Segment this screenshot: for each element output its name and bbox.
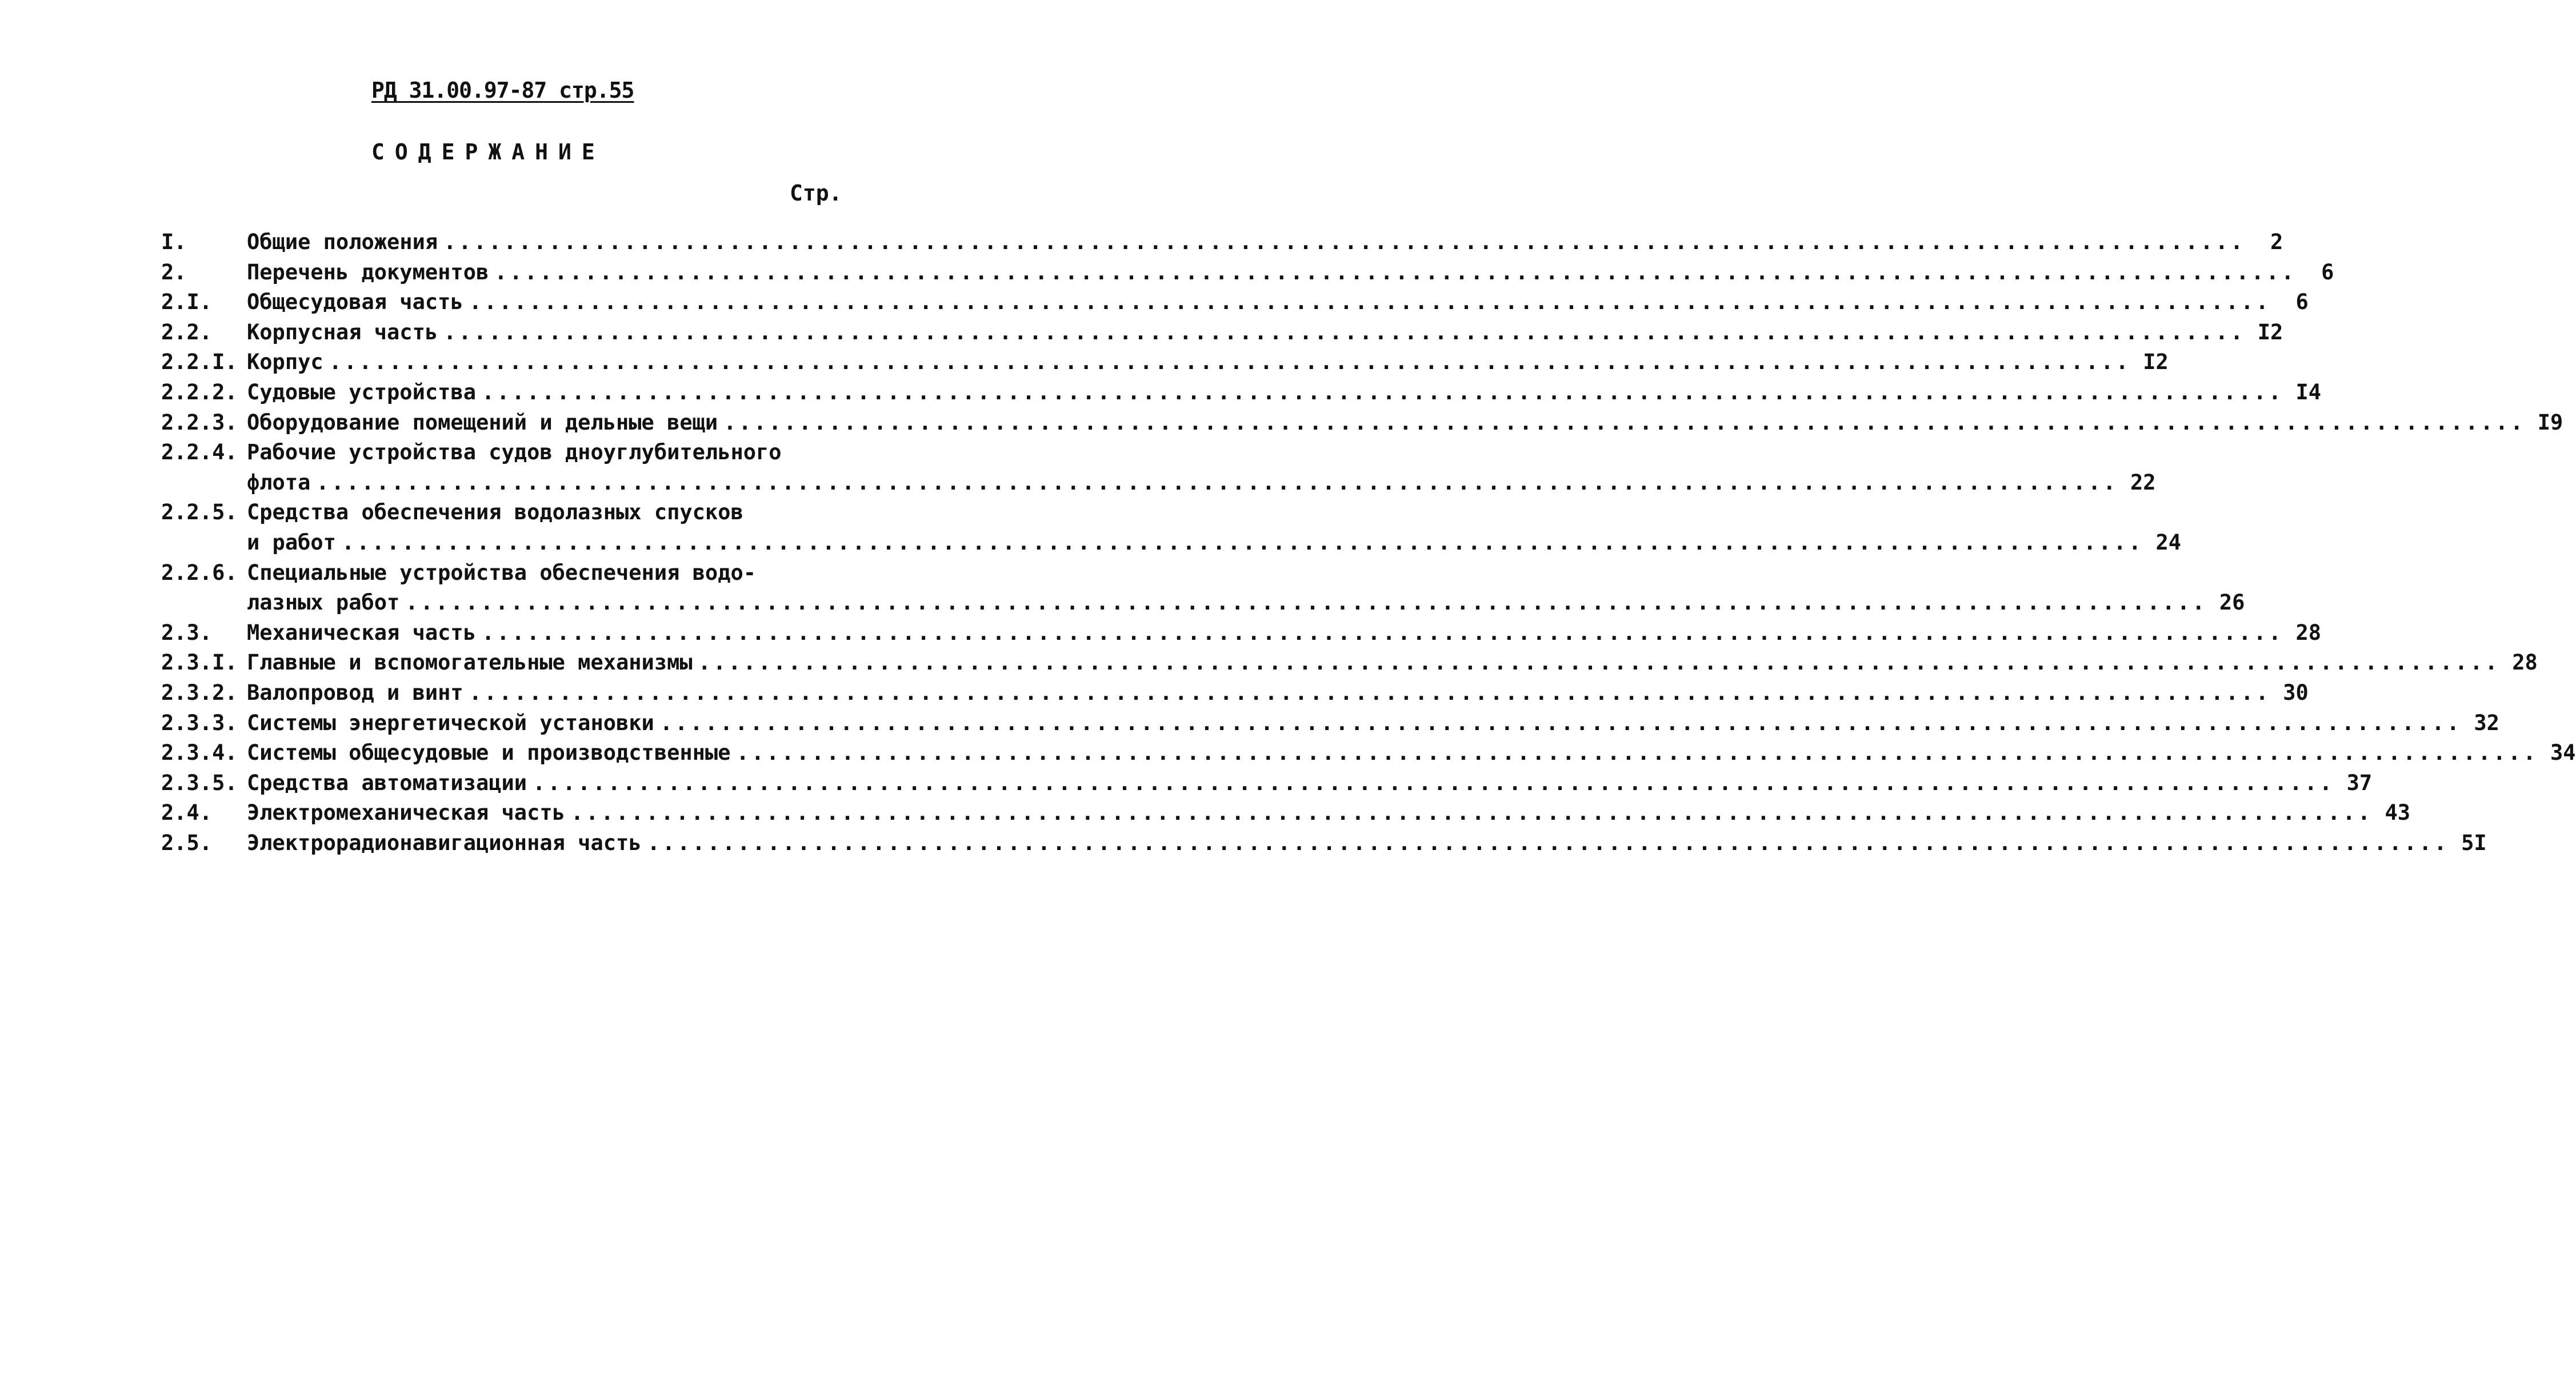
toc-entry-body bbox=[247, 768, 2373, 799]
toc-page-number: 30 bbox=[2283, 680, 2309, 705]
toc-entry-title: Оборудование помещений и дельные вещи bbox=[247, 410, 718, 435]
toc-entry-title: Перечень документов bbox=[247, 259, 489, 284]
toc-entry-body bbox=[247, 558, 2245, 618]
dot-leader: ........................................................................................................................ bbox=[481, 379, 2284, 404]
toc-entry bbox=[161, 378, 2322, 408]
toc-entry-title: Системы общесудовые и производственные bbox=[247, 740, 731, 765]
toc-page-number: 6 bbox=[2295, 290, 2309, 315]
document-code: РД 31.00.97-87 стр.55 bbox=[371, 78, 634, 103]
toc-entry-line bbox=[247, 558, 830, 588]
toc-entry bbox=[161, 498, 2182, 558]
toc-page-number: I2 bbox=[2257, 319, 2283, 344]
toc-entry-line bbox=[247, 287, 2309, 318]
dot-leader: ........................................................................................................................ bbox=[443, 230, 2246, 254]
toc-entry-body bbox=[247, 798, 2411, 828]
dot-leader: ........................................................................................................................ bbox=[469, 680, 2271, 705]
toc-entry bbox=[161, 678, 2309, 708]
toc-entry-line bbox=[247, 678, 2309, 708]
toc-page-number: 37 bbox=[2346, 770, 2373, 795]
toc-page-number: I2 bbox=[2143, 350, 2169, 375]
dot-leader: ........................................................................................................................ bbox=[659, 710, 2462, 735]
toc-entry-title: флота bbox=[247, 470, 311, 495]
toc-entry-body bbox=[247, 738, 2576, 768]
dot-leader: ........................................................................................................................ bbox=[469, 290, 2271, 315]
page-title: СОДЕРЖАНИЕ bbox=[371, 139, 605, 165]
toc-entry-title: Корпус bbox=[247, 350, 323, 375]
toc-entry-line bbox=[247, 828, 2487, 859]
dot-leader: ........................................................................................................................ bbox=[481, 620, 2284, 645]
toc-entry-line bbox=[247, 528, 2182, 558]
toc-entry-line bbox=[247, 468, 2156, 498]
toc-entry-body bbox=[247, 258, 2334, 288]
toc-entry-number: 2.I. bbox=[161, 290, 213, 315]
toc-entry bbox=[161, 438, 2156, 498]
toc-entry-body bbox=[247, 378, 2322, 408]
toc-entry-number: 2.3. bbox=[161, 620, 213, 645]
toc-entry-body bbox=[247, 678, 2309, 708]
toc-page-number: 43 bbox=[2385, 800, 2411, 825]
dot-leader: ........................................................................................................................ bbox=[316, 470, 2118, 495]
toc-entry-number: 2.5. bbox=[161, 830, 213, 855]
toc-entry-number: 2.3.3. bbox=[161, 710, 238, 735]
toc-entry-line bbox=[247, 738, 2576, 768]
page-column-label: Стр. bbox=[790, 181, 842, 206]
toc-entry-body bbox=[247, 708, 2499, 739]
toc-entry bbox=[161, 558, 2245, 618]
toc-entry-number: 2.3.2. bbox=[161, 680, 238, 705]
toc-entry-number: 2.3.4. bbox=[161, 740, 238, 765]
toc-page-number: 6 bbox=[2321, 259, 2334, 284]
toc-entry-line bbox=[247, 258, 2334, 288]
toc-entry-body bbox=[247, 828, 2487, 859]
toc-page-number: I4 bbox=[2295, 379, 2322, 404]
toc-entry-number: 2.2.4. bbox=[161, 440, 238, 465]
toc-entry-line bbox=[247, 498, 830, 528]
toc-entry-body bbox=[247, 347, 2169, 378]
toc-page-number: 5I bbox=[2461, 830, 2487, 855]
toc-entry-number: 2.4. bbox=[161, 800, 213, 825]
toc-entry-body bbox=[247, 648, 2538, 678]
toc-entry bbox=[161, 798, 2411, 828]
toc-entry-number: 2. bbox=[161, 259, 187, 284]
toc-entry bbox=[161, 227, 2283, 258]
toc-entry bbox=[161, 618, 2322, 648]
toc-entry-title: Общие положения bbox=[247, 230, 438, 254]
toc-entry-title: Корпусная часть bbox=[247, 319, 438, 344]
toc-entry-title: лазных работ bbox=[247, 590, 400, 615]
toc-entry bbox=[161, 708, 2499, 739]
toc-entry-number: 2.2.2. bbox=[161, 379, 238, 404]
toc-entry-title: Электрорадионавигационная часть bbox=[247, 830, 642, 855]
toc-entry-title: и работ bbox=[247, 530, 336, 555]
toc-entry-line bbox=[247, 708, 2499, 739]
toc-entry-number: 2.2. bbox=[161, 319, 213, 344]
toc-entry-title: Главные и вспомогательные механизмы bbox=[247, 650, 693, 675]
table-of-contents bbox=[161, 227, 2576, 858]
toc-entry-line bbox=[247, 347, 2169, 378]
toc-entry bbox=[161, 738, 2576, 768]
toc-page-number: 34 bbox=[2550, 740, 2576, 765]
dot-leader: ........................................................................................................................ bbox=[494, 259, 2297, 284]
toc-entry-line bbox=[247, 768, 2373, 799]
toc-entry-body bbox=[247, 318, 2283, 348]
toc-entry bbox=[161, 287, 2309, 318]
toc-entry-title: Электромеханическая часть bbox=[247, 800, 565, 825]
toc-entry bbox=[161, 648, 2538, 678]
toc-page-number: 28 bbox=[2295, 620, 2322, 645]
toc-page-number: 32 bbox=[2474, 710, 2499, 735]
toc-entry-number: I. bbox=[161, 230, 187, 254]
toc-entry-title: Валопровод и винт bbox=[247, 680, 463, 705]
toc-page-number: 2 bbox=[2270, 230, 2283, 254]
toc-entry-title: Системы энергетической установки bbox=[247, 710, 654, 735]
toc-entry-title: Средства обеспечения водолазных спусков bbox=[247, 500, 743, 525]
toc-entry-title: Средства автоматизации bbox=[247, 770, 527, 795]
dot-leader: ........................................................................................................................ bbox=[698, 650, 2500, 675]
dot-leader: ........................................................................................................................ bbox=[723, 410, 2526, 435]
toc-entry-number: 2.2.5. bbox=[161, 500, 238, 525]
toc-entry-title: Механическая часть bbox=[247, 620, 476, 645]
toc-entry-title: Судовые устройства bbox=[247, 379, 476, 404]
toc-entry-line bbox=[247, 438, 830, 468]
toc-entry bbox=[161, 347, 2169, 378]
toc-entry bbox=[161, 408, 2563, 438]
toc-page-number: 28 bbox=[2512, 650, 2538, 675]
toc-entry-number: 2.2.3. bbox=[161, 410, 238, 435]
dot-leader: ........................................................................................................................ bbox=[443, 319, 2246, 344]
toc-entry-body bbox=[247, 438, 2156, 498]
dot-leader: ........................................................................................................................ bbox=[341, 530, 2144, 555]
toc-entry-body bbox=[247, 498, 2182, 558]
dot-leader: ........................................................................................................................ bbox=[533, 770, 2335, 795]
toc-page-number: 22 bbox=[2130, 470, 2156, 495]
toc-entry-number: 2.3.5. bbox=[161, 770, 238, 795]
toc-entry-body bbox=[247, 287, 2309, 318]
toc-entry-body bbox=[247, 408, 2563, 438]
toc-entry-title: Рабочие устройства судов дноуглубительного bbox=[247, 440, 782, 465]
toc-entry-line bbox=[247, 648, 2538, 678]
toc-entry bbox=[161, 258, 2334, 288]
toc-entry bbox=[161, 768, 2373, 799]
toc-page-number: 26 bbox=[2219, 590, 2245, 615]
toc-entry-body bbox=[247, 227, 2283, 258]
dot-leader: ........................................................................................................................ bbox=[570, 800, 2373, 825]
toc-entry bbox=[161, 828, 2487, 859]
dot-leader: ........................................................................................................................ bbox=[736, 740, 2538, 765]
toc-entry bbox=[161, 318, 2283, 348]
toc-page-number: I9 bbox=[2537, 410, 2563, 435]
toc-page-number: 24 bbox=[2155, 530, 2182, 555]
toc-entry-number: 2.2.6. bbox=[161, 560, 238, 585]
toc-entry-line bbox=[247, 318, 2283, 348]
toc-entry-body bbox=[247, 618, 2322, 648]
toc-entry-number: 2.2.I. bbox=[161, 350, 238, 375]
toc-entry-line bbox=[247, 588, 2245, 618]
toc-entry-title: Специальные устройства обеспечения водо- bbox=[247, 560, 757, 585]
toc-entry-line bbox=[247, 227, 2283, 258]
dot-leader: ........................................................................................................................ bbox=[329, 350, 2131, 375]
toc-entry-line bbox=[247, 798, 2411, 828]
toc-entry-line bbox=[247, 618, 2322, 648]
toc-entry-number: 2.3.I. bbox=[161, 650, 238, 675]
dot-leader: ........................................................................................................................ bbox=[405, 590, 2207, 615]
dot-leader: ........................................................................................................................ bbox=[647, 830, 2449, 855]
toc-entry-title: Общесудовая часть bbox=[247, 290, 463, 315]
toc-entry-line bbox=[247, 378, 2322, 408]
toc-entry-line bbox=[247, 408, 2563, 438]
